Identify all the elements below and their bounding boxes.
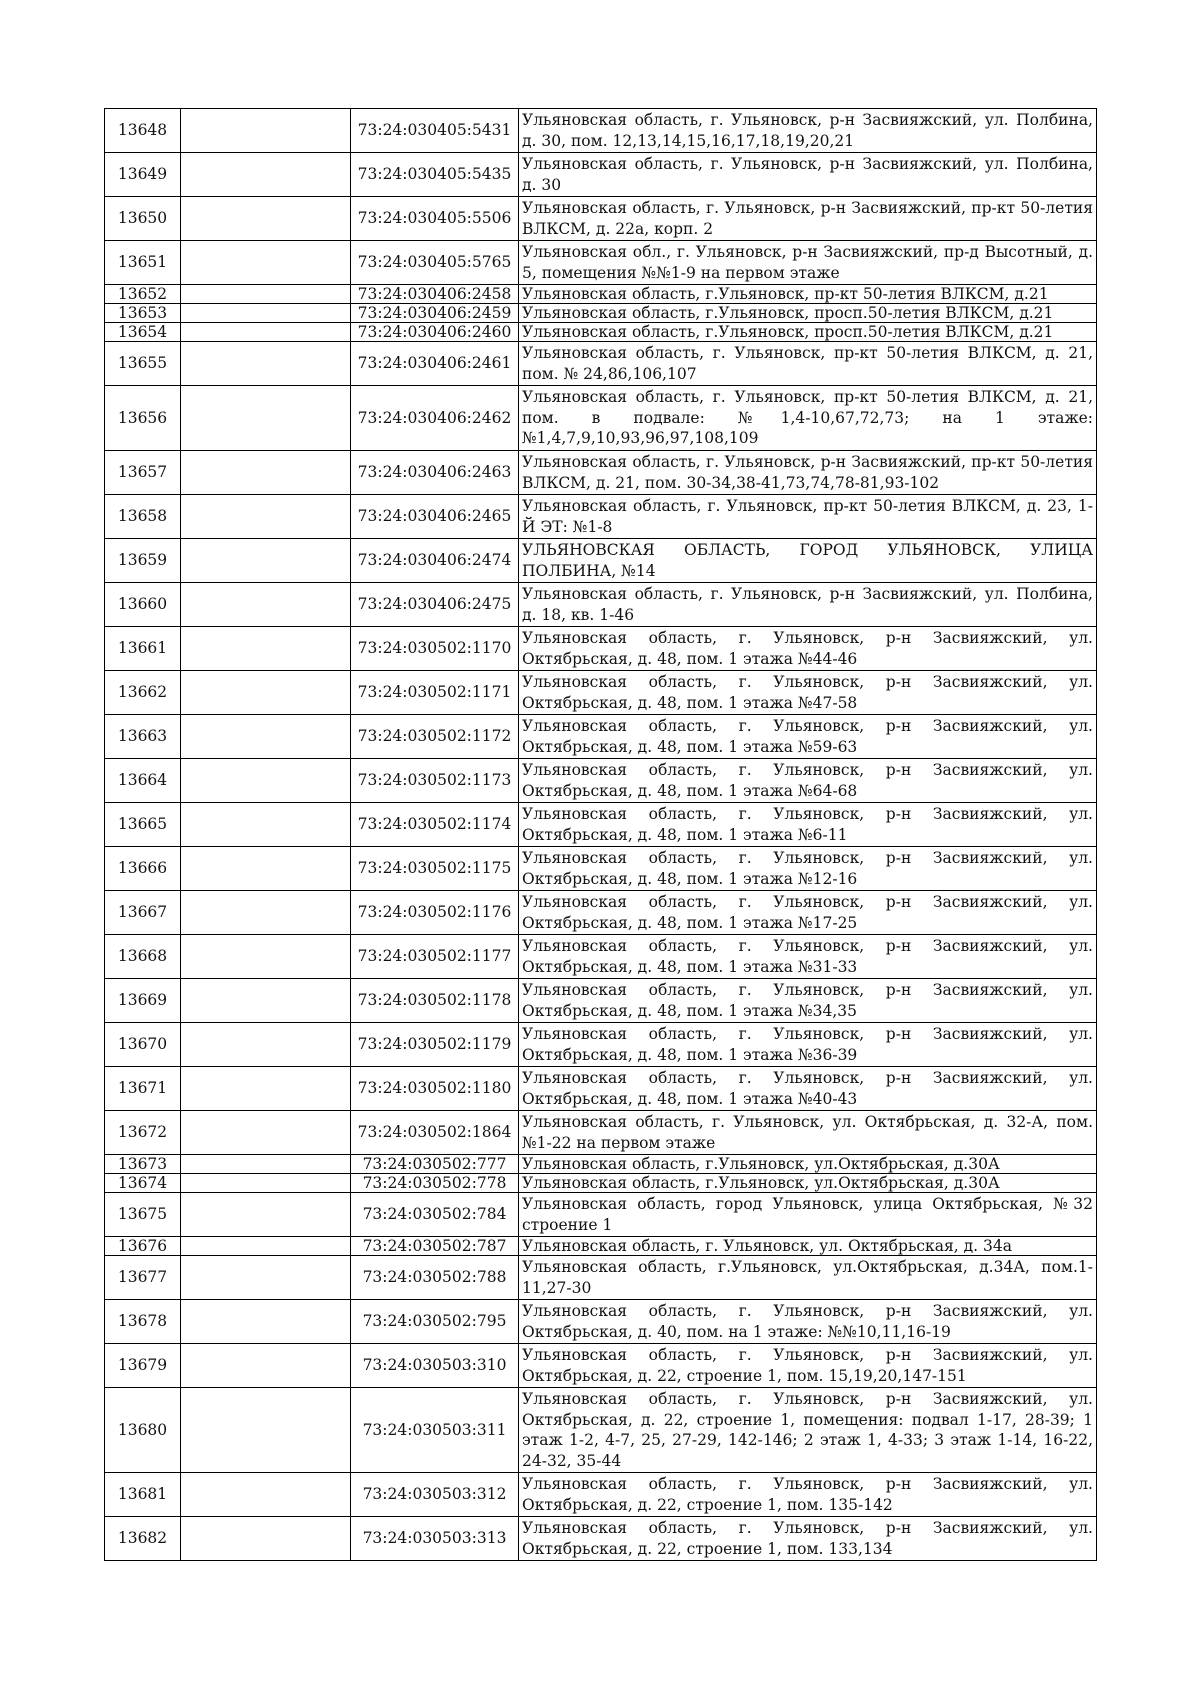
cadastral-number: 73:24:030502:787 [351, 1237, 519, 1256]
row-number: 13671 [105, 1067, 181, 1111]
table-row [105, 342, 1097, 386]
empty-cell [181, 671, 351, 715]
row-number: 13674 [105, 1174, 181, 1193]
row-number: 13669 [105, 979, 181, 1023]
table-row [105, 803, 1097, 847]
table-row [105, 1023, 1097, 1067]
cadastral-number: 73:24:030502:1179 [351, 1023, 519, 1067]
cadastral-number: 73:24:030502:1177 [351, 935, 519, 979]
cadastral-number: 73:24:030502:1173 [351, 759, 519, 803]
table-row [105, 451, 1097, 495]
address: Ульяновская область, г. Ульяновск, р-н Засвияжский, пр-кт 50-летия ВЛКСМ, д. 21, пом. 30-34,38-41,73,74,78-81,93-102 [519, 451, 1097, 495]
address: Ульяновская область, г. Ульяновск, р-н Засвияжский, ул. Октябрьская, д. 48, пом. 1 этажа №44-46 [519, 627, 1097, 671]
row-number: 13677 [105, 1256, 181, 1300]
row-number: 13679 [105, 1344, 181, 1388]
address: Ульяновская область, г. Ульяновск, р-н Засвияжский, ул. Октябрьская, д. 22, строение 1, пом. 135-142 [519, 1473, 1097, 1517]
empty-cell [181, 1174, 351, 1193]
empty-cell [181, 1193, 351, 1237]
table-row [105, 153, 1097, 197]
row-number: 13673 [105, 1155, 181, 1174]
cadastral-number: 73:24:030405:5431 [351, 109, 519, 153]
empty-cell [181, 495, 351, 539]
row-number: 13676 [105, 1237, 181, 1256]
table-row [105, 197, 1097, 241]
empty-cell [181, 1517, 351, 1561]
row-number: 13682 [105, 1517, 181, 1561]
row-number: 13670 [105, 1023, 181, 1067]
address: Ульяновская область, г. Ульяновск, пр-кт 50-летия ВЛКСМ, д. 21, пом. в подвале: №1,4-10,67,72,73; на 1 этаже: №1,4,7,9,10,93,96,97,108,109 [519, 386, 1097, 451]
address: Ульяновская область, г. Ульяновск, р-н Засвияжский, ул. Октябрьская, д. 48, пом. 1 этажа №64-68 [519, 759, 1097, 803]
table-row [105, 583, 1097, 627]
empty-cell [181, 1473, 351, 1517]
table-row [105, 1344, 1097, 1388]
row-number: 13672 [105, 1111, 181, 1155]
row-number: 13651 [105, 241, 181, 285]
address: Ульяновская область, г.Ульяновск, ул.Октябрьская, д.30А [519, 1174, 1097, 1193]
address: Ульяновская область, г.Ульяновск, ул.Октябрьская, д.34А, пом.1-11,27-30 [519, 1256, 1097, 1300]
cadastral-number: 73:24:030405:5506 [351, 197, 519, 241]
cadastral-number: 73:24:030405:5765 [351, 241, 519, 285]
table-row [105, 1155, 1097, 1174]
cadastral-number: 73:24:030503:310 [351, 1344, 519, 1388]
address: Ульяновская область, г. Ульяновск, ул. Октябрьская, д. 34а [519, 1237, 1097, 1256]
empty-cell [181, 285, 351, 304]
cadastral-number: 73:24:030502:1178 [351, 979, 519, 1023]
cadastral-number: 73:24:030406:2461 [351, 342, 519, 386]
address: Ульяновская область, г. Ульяновск, р-н Засвияжский, ул. Октябрьская, д. 22, строение 1, пом. 15,19,20,147-151 [519, 1344, 1097, 1388]
address: Ульяновская область, г. Ульяновск, р-н Засвияжский, пр-кт 50-летия ВЛКСМ, д. 22а, корп. 2 [519, 197, 1097, 241]
table-row [105, 1300, 1097, 1344]
row-number: 13667 [105, 891, 181, 935]
row-number: 13664 [105, 759, 181, 803]
table-body [105, 109, 1097, 1561]
address: Ульяновская область, г. Ульяновск, р-н Засвияжский, ул. Полбина, д. 30 [519, 153, 1097, 197]
table-row [105, 495, 1097, 539]
cadastral-number: 73:24:030502:788 [351, 1256, 519, 1300]
table-row [105, 109, 1097, 153]
table-row [105, 1067, 1097, 1111]
address: Ульяновская область, г. Ульяновск, р-н Засвияжский, ул. Октябрьская, д. 48, пом. 1 этажа №17-25 [519, 891, 1097, 935]
empty-cell [181, 386, 351, 451]
row-number: 13663 [105, 715, 181, 759]
table-row [105, 323, 1097, 342]
row-number: 13681 [105, 1473, 181, 1517]
address: Ульяновская область, г. Ульяновск, ул. Октябрьская, д. 32-А, пом. №1-22 на первом этаже [519, 1111, 1097, 1155]
row-number: 13658 [105, 495, 181, 539]
empty-cell [181, 323, 351, 342]
empty-cell [181, 715, 351, 759]
row-number: 13665 [105, 803, 181, 847]
empty-cell [181, 935, 351, 979]
row-number: 13655 [105, 342, 181, 386]
cadastral-number: 73:24:030502:1176 [351, 891, 519, 935]
table-row [105, 285, 1097, 304]
table-row [105, 979, 1097, 1023]
address: УЛЬЯНОВСКАЯ ОБЛАСТЬ, ГОРОД УЛЬЯНОВСК, УЛИЦА ПОЛБИНА, №14 [519, 539, 1097, 583]
address: Ульяновская область, г. Ульяновск, р-н Засвияжский, ул. Октябрьская, д. 48, пом. 1 этажа №59-63 [519, 715, 1097, 759]
table-row [105, 241, 1097, 285]
address: Ульяновская область, г. Ульяновск, р-н Засвияжский, ул. Октябрьская, д. 48, пом. 1 этажа №12-16 [519, 847, 1097, 891]
address: Ульяновская область, г. Ульяновск, р-н Засвияжский, ул. Октябрьская, д. 40, пом. на 1 этаже: №№10,11,16-19 [519, 1300, 1097, 1344]
empty-cell [181, 109, 351, 153]
table-row [105, 386, 1097, 451]
row-number: 13659 [105, 539, 181, 583]
cadastral-number: 73:24:030406:2459 [351, 304, 519, 323]
cadastral-number: 73:24:030406:2460 [351, 323, 519, 342]
empty-cell [181, 451, 351, 495]
address: Ульяновская область, г.Ульяновск, пр-кт 50-летия ВЛКСМ, д.21 [519, 285, 1097, 304]
address: Ульяновская область, г. Ульяновск, р-н Засвияжский, ул. Полбина, д. 30, пом. 12,13,14,15,16,17,18,19,20,21 [519, 109, 1097, 153]
empty-cell [181, 1300, 351, 1344]
table-row [105, 1388, 1097, 1473]
address: Ульяновская область, город Ульяновск, улица Октябрьская, №32 строение 1 [519, 1193, 1097, 1237]
cadastral-number: 73:24:030502:1172 [351, 715, 519, 759]
row-number: 13649 [105, 153, 181, 197]
cadastral-number: 73:24:030406:2474 [351, 539, 519, 583]
table-row [105, 671, 1097, 715]
empty-cell [181, 1256, 351, 1300]
empty-cell [181, 759, 351, 803]
address: Ульяновская область, г. Ульяновск, пр-кт 50-летия ВЛКСМ, д. 21, пом. № 24,86,106,107 [519, 342, 1097, 386]
table-row [105, 715, 1097, 759]
row-number: 13656 [105, 386, 181, 451]
address: Ульяновская область, г.Ульяновск, ул.Октябрьская, д.30А [519, 1155, 1097, 1174]
row-number: 13662 [105, 671, 181, 715]
address: Ульяновская область, г. Ульяновск, р-н Засвияжский, ул. Октябрьская, д. 22, строение 1, пом. 133,134 [519, 1517, 1097, 1561]
cadastral-number: 73:24:030405:5435 [351, 153, 519, 197]
cadastral-number: 73:24:030502:1170 [351, 627, 519, 671]
table-row [105, 539, 1097, 583]
row-number: 13654 [105, 323, 181, 342]
address: Ульяновская область, г. Ульяновск, пр-кт 50-летия ВЛКСМ, д. 23, 1-Й ЭТ: №1-8 [519, 495, 1097, 539]
row-number: 13675 [105, 1193, 181, 1237]
empty-cell [181, 891, 351, 935]
empty-cell [181, 1388, 351, 1473]
row-number: 13661 [105, 627, 181, 671]
cadastral-number: 73:24:030502:1175 [351, 847, 519, 891]
cadastral-number: 73:24:030406:2462 [351, 386, 519, 451]
property-table [104, 108, 1097, 1561]
row-number: 13648 [105, 109, 181, 153]
empty-cell [181, 583, 351, 627]
table-row [105, 1473, 1097, 1517]
address: Ульяновская область, г. Ульяновск, р-н Засвияжский, ул. Октябрьская, д. 48, пом. 1 этажа №40-43 [519, 1067, 1097, 1111]
empty-cell [181, 1237, 351, 1256]
empty-cell [181, 1023, 351, 1067]
cadastral-number: 73:24:030502:784 [351, 1193, 519, 1237]
cadastral-number: 73:24:030503:311 [351, 1388, 519, 1473]
row-number: 13652 [105, 285, 181, 304]
address: Ульяновская область, г.Ульяновск, просп.50-летия ВЛКСМ, д.21 [519, 323, 1097, 342]
empty-cell [181, 979, 351, 1023]
empty-cell [181, 304, 351, 323]
address: Ульяновская область, г. Ульяновск, р-н Засвияжский, ул. Октябрьская, д. 48, пом. 1 этажа №6-11 [519, 803, 1097, 847]
cadastral-number: 73:24:030502:1180 [351, 1067, 519, 1111]
empty-cell [181, 803, 351, 847]
empty-cell [181, 241, 351, 285]
empty-cell [181, 539, 351, 583]
cadastral-number: 73:24:030406:2458 [351, 285, 519, 304]
row-number: 13668 [105, 935, 181, 979]
address: Ульяновская область, г.Ульяновск, просп.50-летия ВЛКСМ, д.21 [519, 304, 1097, 323]
address: Ульяновская область, г. Ульяновск, р-н Засвияжский, ул. Октябрьская, д. 22, строение 1, помещения: подвал 1-17, 28-39; 1 этаж 1-2, 4-7, 25, 27-29, 142-146; 2 этаж 1, 4-33; 3 этаж 1-14, 16-22, 24-32, 35-44 [519, 1388, 1097, 1473]
empty-cell [181, 153, 351, 197]
table-row [105, 1237, 1097, 1256]
empty-cell [181, 847, 351, 891]
cadastral-number: 73:24:030503:312 [351, 1473, 519, 1517]
cadastral-number: 73:24:030502:778 [351, 1174, 519, 1193]
empty-cell [181, 627, 351, 671]
cadastral-number: 73:24:030502:1171 [351, 671, 519, 715]
table-row [105, 304, 1097, 323]
table-row [105, 1256, 1097, 1300]
row-number: 13653 [105, 304, 181, 323]
table-row [105, 1517, 1097, 1561]
row-number: 13650 [105, 197, 181, 241]
empty-cell [181, 197, 351, 241]
cadastral-number: 73:24:030502:1174 [351, 803, 519, 847]
table-row [105, 627, 1097, 671]
row-number: 13657 [105, 451, 181, 495]
address: Ульяновская область, г. Ульяновск, р-н Засвияжский, ул. Октябрьская, д. 48, пом. 1 этажа №36-39 [519, 1023, 1097, 1067]
cadastral-number: 73:24:030502:777 [351, 1155, 519, 1174]
table-row [105, 891, 1097, 935]
cadastral-number: 73:24:030503:313 [351, 1517, 519, 1561]
table-row [105, 1193, 1097, 1237]
table-row [105, 1174, 1097, 1193]
row-number: 13680 [105, 1388, 181, 1473]
row-number: 13678 [105, 1300, 181, 1344]
row-number: 13660 [105, 583, 181, 627]
address: Ульяновская область, г. Ульяновск, р-н Засвияжский, ул. Октябрьская, д. 48, пом. 1 этажа №31-33 [519, 935, 1097, 979]
empty-cell [181, 1067, 351, 1111]
address: Ульяновская область, г. Ульяновск, р-н Засвияжский, ул. Полбина, д. 18, кв. 1-46 [519, 583, 1097, 627]
address: Ульяновская область, г. Ульяновск, р-н Засвияжский, ул. Октябрьская, д. 48, пом. 1 этажа №34,35 [519, 979, 1097, 1023]
table-row [105, 847, 1097, 891]
empty-cell [181, 1155, 351, 1174]
cadastral-number: 73:24:030406:2465 [351, 495, 519, 539]
address: Ульяновская область, г. Ульяновск, р-н Засвияжский, ул. Октябрьская, д. 48, пом. 1 этажа №47-58 [519, 671, 1097, 715]
empty-cell [181, 1111, 351, 1155]
table-row [105, 1111, 1097, 1155]
table-row [105, 759, 1097, 803]
cadastral-number: 73:24:030502:1864 [351, 1111, 519, 1155]
empty-cell [181, 342, 351, 386]
table-row [105, 935, 1097, 979]
address: Ульяновская обл., г. Ульяновск, р-н Засвияжский, пр-д Высотный, д. 5, помещения №№1-9 на первом этаже [519, 241, 1097, 285]
row-number: 13666 [105, 847, 181, 891]
cadastral-number: 73:24:030406:2475 [351, 583, 519, 627]
cadastral-number: 73:24:030502:795 [351, 1300, 519, 1344]
cadastral-number: 73:24:030406:2463 [351, 451, 519, 495]
empty-cell [181, 1344, 351, 1388]
